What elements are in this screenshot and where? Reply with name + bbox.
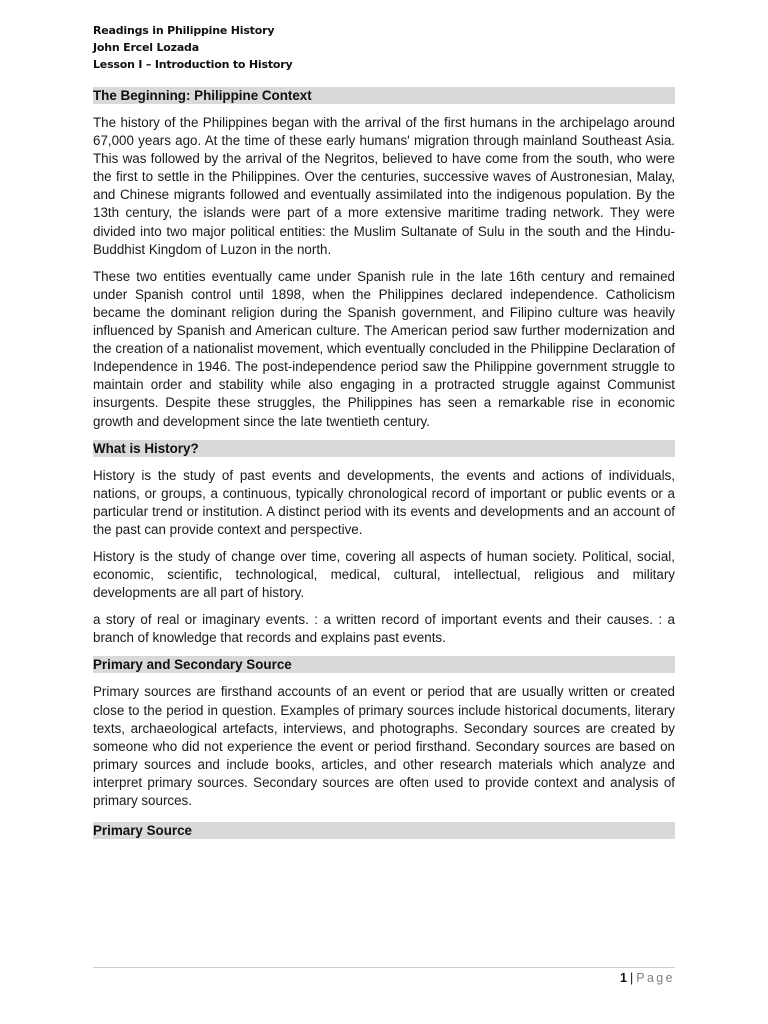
document-page <box>93 22 675 839</box>
page-number: 1 <box>620 971 627 985</box>
author-name: John Ercel Lozada <box>93 41 199 54</box>
page-label: Page <box>636 971 675 985</box>
paragraph-beginning-1: The history of the Philippines began with the arrival of the first humans in the archipelago around 67,000 years ago. At the time of these early humans' migration through mainland Southeast Asia. This was followed by the arrival of the Negritos, believed to have come from the south, who were the first to settle in the Philippines. Over the centuries, successive waves of Austronesian, Malay, and Chinese migrants followed and eventually assimilated into the indigenous population. By the 13th century, the islands were part of a more extensive maritime trading network. They were divided into two major political entities: the Muslim Sultanate of Sulu in the south and the Hindu-Buddhist Kingdom of Luzon in the north. <box>93 115 675 257</box>
document-header <box>93 22 675 73</box>
heading-primary-secondary-source: Primary and Secondary Source <box>93 656 675 673</box>
footer-divider <box>93 967 675 968</box>
heading-what-is-history: What is History? <box>93 440 675 457</box>
lesson-title: Lesson I – Introduction to History <box>93 58 293 71</box>
paragraph-history-1: History is the study of past events and developments, the events and actions of individuals, nations, or groups, a continuous, typically chronological record of important or public events or a particular trend or institution. A distinct period with its events and developments and an account of the past can provide context and perspective. <box>93 467 675 537</box>
paragraph-beginning-2: These two entities eventually came under Spanish rule in the late 16th century and remained under Spanish control until 1898, when the Philippines declared independence. Catholicism became the dominant religion during the Spanish government, and Filipino culture was heavily influenced by Spanish and American culture. The American period saw further modernization and the creation of a nationalist movement, which eventually concluded in the Philippine Declaration of Independence in 1946. The post-independence period saw the Philippine government struggle to maintain order and stability while also engaging in a protracted struggle against Communist insurgents. Despite these struggles, the Philippines has seen a remarkable rise in economic growth and development since the late twentieth century. <box>93 268 675 429</box>
paragraph-history-2: History is the study of change over time, covering all aspects of human society. Political, social, economic, scientific, technological, medical, cultural, intellectual, religious and military developments are all part of history. <box>93 548 675 601</box>
course-title: Readings in Philippine History <box>93 24 275 37</box>
footer-separator: | <box>629 971 634 985</box>
paragraph-history-3: a story of real or imaginary events. : a written record of important events and their causes. : a branch of knowledge that records and explains past events. <box>93 612 675 646</box>
heading-primary-source: Primary Source <box>93 822 675 839</box>
page-footer <box>620 970 675 986</box>
paragraph-sources-1: Primary sources are firsthand accounts of an event or period that are usually written or created close to the period in question. Examples of primary sources include historical documents, literary texts, archaeological artefacts, interviews, and photographs. Secondary sources are created by someone who did not experience the event or period firsthand. Secondary sources are based on primary sources and include books, articles, and other research materials which analyze and interpret primary sources. Secondary sources are often used to provide context and analysis of primary sources. <box>93 684 675 808</box>
heading-beginning: The Beginning: Philippine Context <box>93 87 675 104</box>
